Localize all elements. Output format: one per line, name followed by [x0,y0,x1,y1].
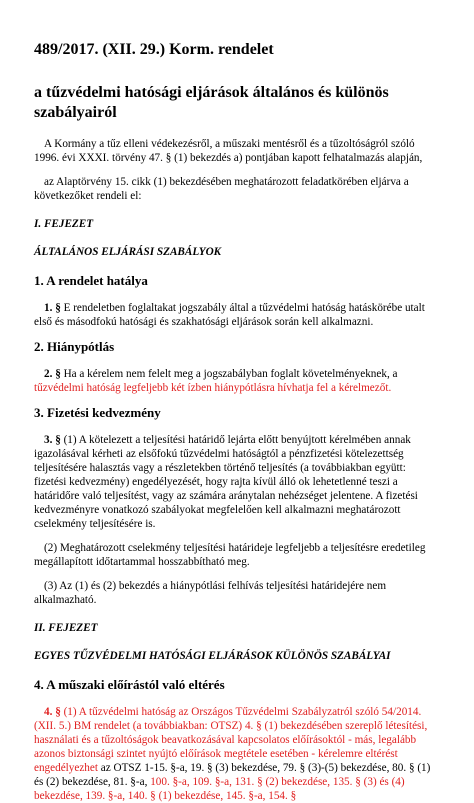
document-subtitle: a tűzvédelmi hatósági eljárások általános és különös szabályairól [34,84,389,121]
section-4-paragraph [34,705,440,803]
section-1-heading: 1. A rendelet hatálya [34,273,148,288]
section-2-heading: 2. Hiánypótlás [34,339,115,354]
section-1-paragraph [34,301,440,329]
section-3-heading: 3. Fizetési kedvezmény [34,405,161,420]
chapter-2-title: EGYES TŰZVÉDELMI HATÓSÁGI ELJÁRÁSOK KÜLÖNÖS SZABÁLYAI [34,650,391,662]
preamble-paragraph-1: A Kormány a tűz elleni védekezésről, a műszaki mentésről és a tűzoltóságról szóló 1996. évi XXXI. törvény 47. § (1) bekezdés a) pontjában kapott felhatalmazás alapján, [34,138,423,164]
amended-text-highlight: tűzvédelmi hatóság legfeljebb két ízben hiánypótlásra hívhatja fel a kérelmezőt. [34,382,392,394]
section-2-paragraph [34,367,440,395]
amended-text-highlight: (1) A tűzvédelmi hatóság az Országos Tűzvédelmi Szabályzatról szóló 54/2014. (XII. 5.) BM rendelet (a továbbiakban: OTSZ) 4. § (1) bekezdésében szereplő létesítési, használati és a tűzoltóságok beavatkozásával kapcsolatos előírásoktól - más, legalább azonos biztonsági szintet nyújtó előírások megtétele esetében - kérelemre eltérést engedélyezhet [34,706,428,774]
section-4-heading: 4. A műszaki előírástól való eltérés [34,677,225,692]
chapter-1-title: ÁLTALÁNOS ELJÁRÁSI SZABÁLYOK [34,246,222,258]
section-sign: 1. § [44,302,61,314]
paragraph-text: E rendeletben foglaltakat jogszabály által a tűzvédelmi hatóság hatáskörébe utalt első és másodfokú hatósági és szakhatósági eljárások során kell alkalmazni. [34,302,425,328]
section-3-paragraph-3: (3) Az (1) és (2) bekezdés a hiánypótlási felhívás teljesítési határidejére nem alkalmazható. [34,580,387,606]
section-sign: 4. § [44,706,61,718]
paragraph-text: az OTSZ 1-15. §-a, 19. § (3) bekezdése, 79. § (3)-(5) bekezdése, 80. § (1) és (2) bekezdése, 81. §-a, [34,762,431,788]
paragraph-text: (1) A kötelezett a teljesítési határidő lejárta előtt benyújtott kérelmében annak igazolásával kérheti az elsőfokú tűzvédelmi hatóságtól a pénzfizetési kötelezettség teljesítésére halasztás vagy a részletekben történő teljesítés (a továbbiakban együtt: fizetési kedvezmény) engedélyezését, hogy rajta kívül álló ok lehetetlenné teszi a határidőre való teljesítést, vagy az számára aránytalan nehézséget jelentene. A fizetési kedvezményre vonatkozó szabályokat megfelelően kell alkalmazni meghatározott cselekmény teljesítésére is. [34,434,418,530]
amended-text-highlight: 100. §-a, 109. §-a, 131. § (2) bekezdése, 135. § (3) és (4) bekezdése, 139. §-a, 140. § (1) bekezdése, 145. §-a, 154. § [34,776,405,802]
document-title: 489/2017. (XII. 29.) Korm. rendelet [34,41,274,58]
section-3-paragraph-1 [34,433,440,531]
section-sign: 3. § [44,434,61,446]
preamble-paragraph-2: az Alaptörvény 15. cikk (1) bekezdésében meghatározott feladatkörében eljárva a következőket rendeli el: [34,176,409,202]
paragraph-text: Ha a kérelem nem felelt meg a jogszabályban foglalt követelményeknek, a [60,368,398,380]
chapter-1-number: I. FEJEZET [34,218,94,230]
chapter-2-number: II. FEJEZET [34,622,98,634]
section-sign: 2. § [44,368,61,380]
section-3-paragraph-2: (2) Meghatározott cselekmény teljesítési határideje legfeljebb a teljesítésre eredetileg megállapított időtartammal hosszabbítható meg. [34,542,426,568]
